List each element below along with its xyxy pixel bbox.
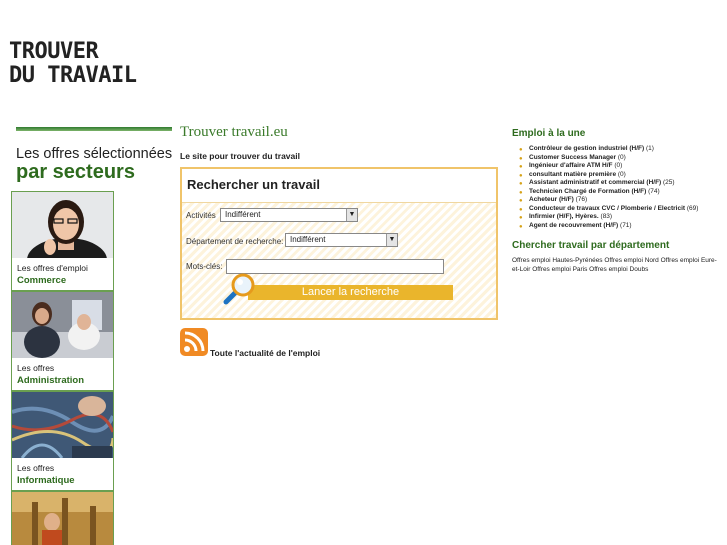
sector-commerce[interactable] — [11, 191, 114, 291]
departement-select[interactable] — [285, 233, 398, 247]
dropdown-arrow-icon: ▼ — [386, 234, 397, 246]
dep-title: Chercher travail par département — [512, 240, 670, 251]
sector-informatique[interactable] — [11, 391, 114, 491]
sectors-title-big: par secteurs — [16, 161, 135, 183]
search-button[interactable]: Lancer la recherche — [248, 285, 453, 300]
activites-label: Activités — [186, 211, 216, 220]
rss-link[interactable]: Toute l'actualité de l'emploi — [210, 348, 321, 358]
sector-caption: Les offres d'emploi — [17, 263, 88, 273]
logo-line-1: TROUVER — [9, 39, 99, 64]
left-divider — [16, 127, 172, 131]
departement-label: Département de recherche: — [186, 237, 284, 246]
sector-caption: Les offres — [17, 363, 55, 373]
activites-select[interactable] — [220, 208, 358, 222]
sectors-title: Les offres sélectionnées — [16, 146, 173, 162]
list-item[interactable]: ● Ingénieur d'affaire ATM H/F (0) — [519, 162, 623, 170]
sector-name[interactable]: Administration — [17, 375, 85, 386]
motscles-label: Mots-clés: — [186, 262, 223, 271]
sector-administration[interactable] — [11, 291, 114, 391]
department-links[interactable]: Offres emploi Hautes-Pyrénées Offres emploi Nord Offres emploi Eure-et-Loir Offres emploi Paris Offres emploi Doubs — [512, 257, 717, 273]
commerce-photo — [12, 192, 113, 258]
site-title[interactable]: Trouver travail.eu — [180, 124, 288, 140]
sector-name[interactable]: Commerce — [17, 275, 67, 286]
sector-batiment[interactable] — [11, 491, 114, 545]
batiment-photo — [12, 492, 113, 545]
rss-icon[interactable] — [180, 328, 208, 356]
list-item[interactable]: ● Customer Success Manager (0) — [519, 153, 626, 162]
activites-value: Indifférent — [225, 210, 261, 219]
informatique-photo — [12, 392, 113, 458]
logo-line-2: DU TRAVAIL — [9, 63, 137, 88]
administration-photo — [12, 292, 113, 358]
list-item[interactable]: ● Agent de recouvrement (H/F) (71) — [519, 221, 632, 230]
list-item[interactable]: ● Assistant administratif et commercial (H/F) (25) — [519, 179, 675, 187]
une-title: Emploi à la une — [512, 128, 586, 139]
job-list — [519, 145, 698, 230]
list-item[interactable]: ● consultant matière première (0) — [519, 170, 626, 179]
sector-name[interactable]: Informatique — [17, 475, 75, 486]
site-subtitle: Le site pour trouver du travail — [180, 151, 300, 161]
list-item[interactable]: ● Acheteur (H/F) (76) — [519, 196, 588, 204]
list-item[interactable]: ● Conducteur de travaux CVC / Plomberie / Electricit (69) — [519, 204, 699, 213]
list-item[interactable]: ● Contrôleur de gestion industriel (H/F) (1) — [519, 145, 654, 153]
magnifier-icon[interactable] — [218, 272, 258, 306]
search-heading: Rechercher un travail — [187, 177, 320, 192]
sector-caption: Les offres — [17, 463, 55, 473]
list-item[interactable]: ● Technicien Chargé de Formation (H/F) (74) — [519, 187, 660, 196]
search-divider — [182, 202, 496, 203]
site-logo[interactable] — [9, 40, 159, 90]
departement-value: Indifférent — [290, 235, 326, 244]
list-item[interactable]: ● Infirmier (H/F), Hyères. (83) — [519, 213, 613, 221]
dropdown-arrow-icon: ▼ — [346, 209, 357, 221]
motscles-input[interactable] — [226, 259, 444, 274]
